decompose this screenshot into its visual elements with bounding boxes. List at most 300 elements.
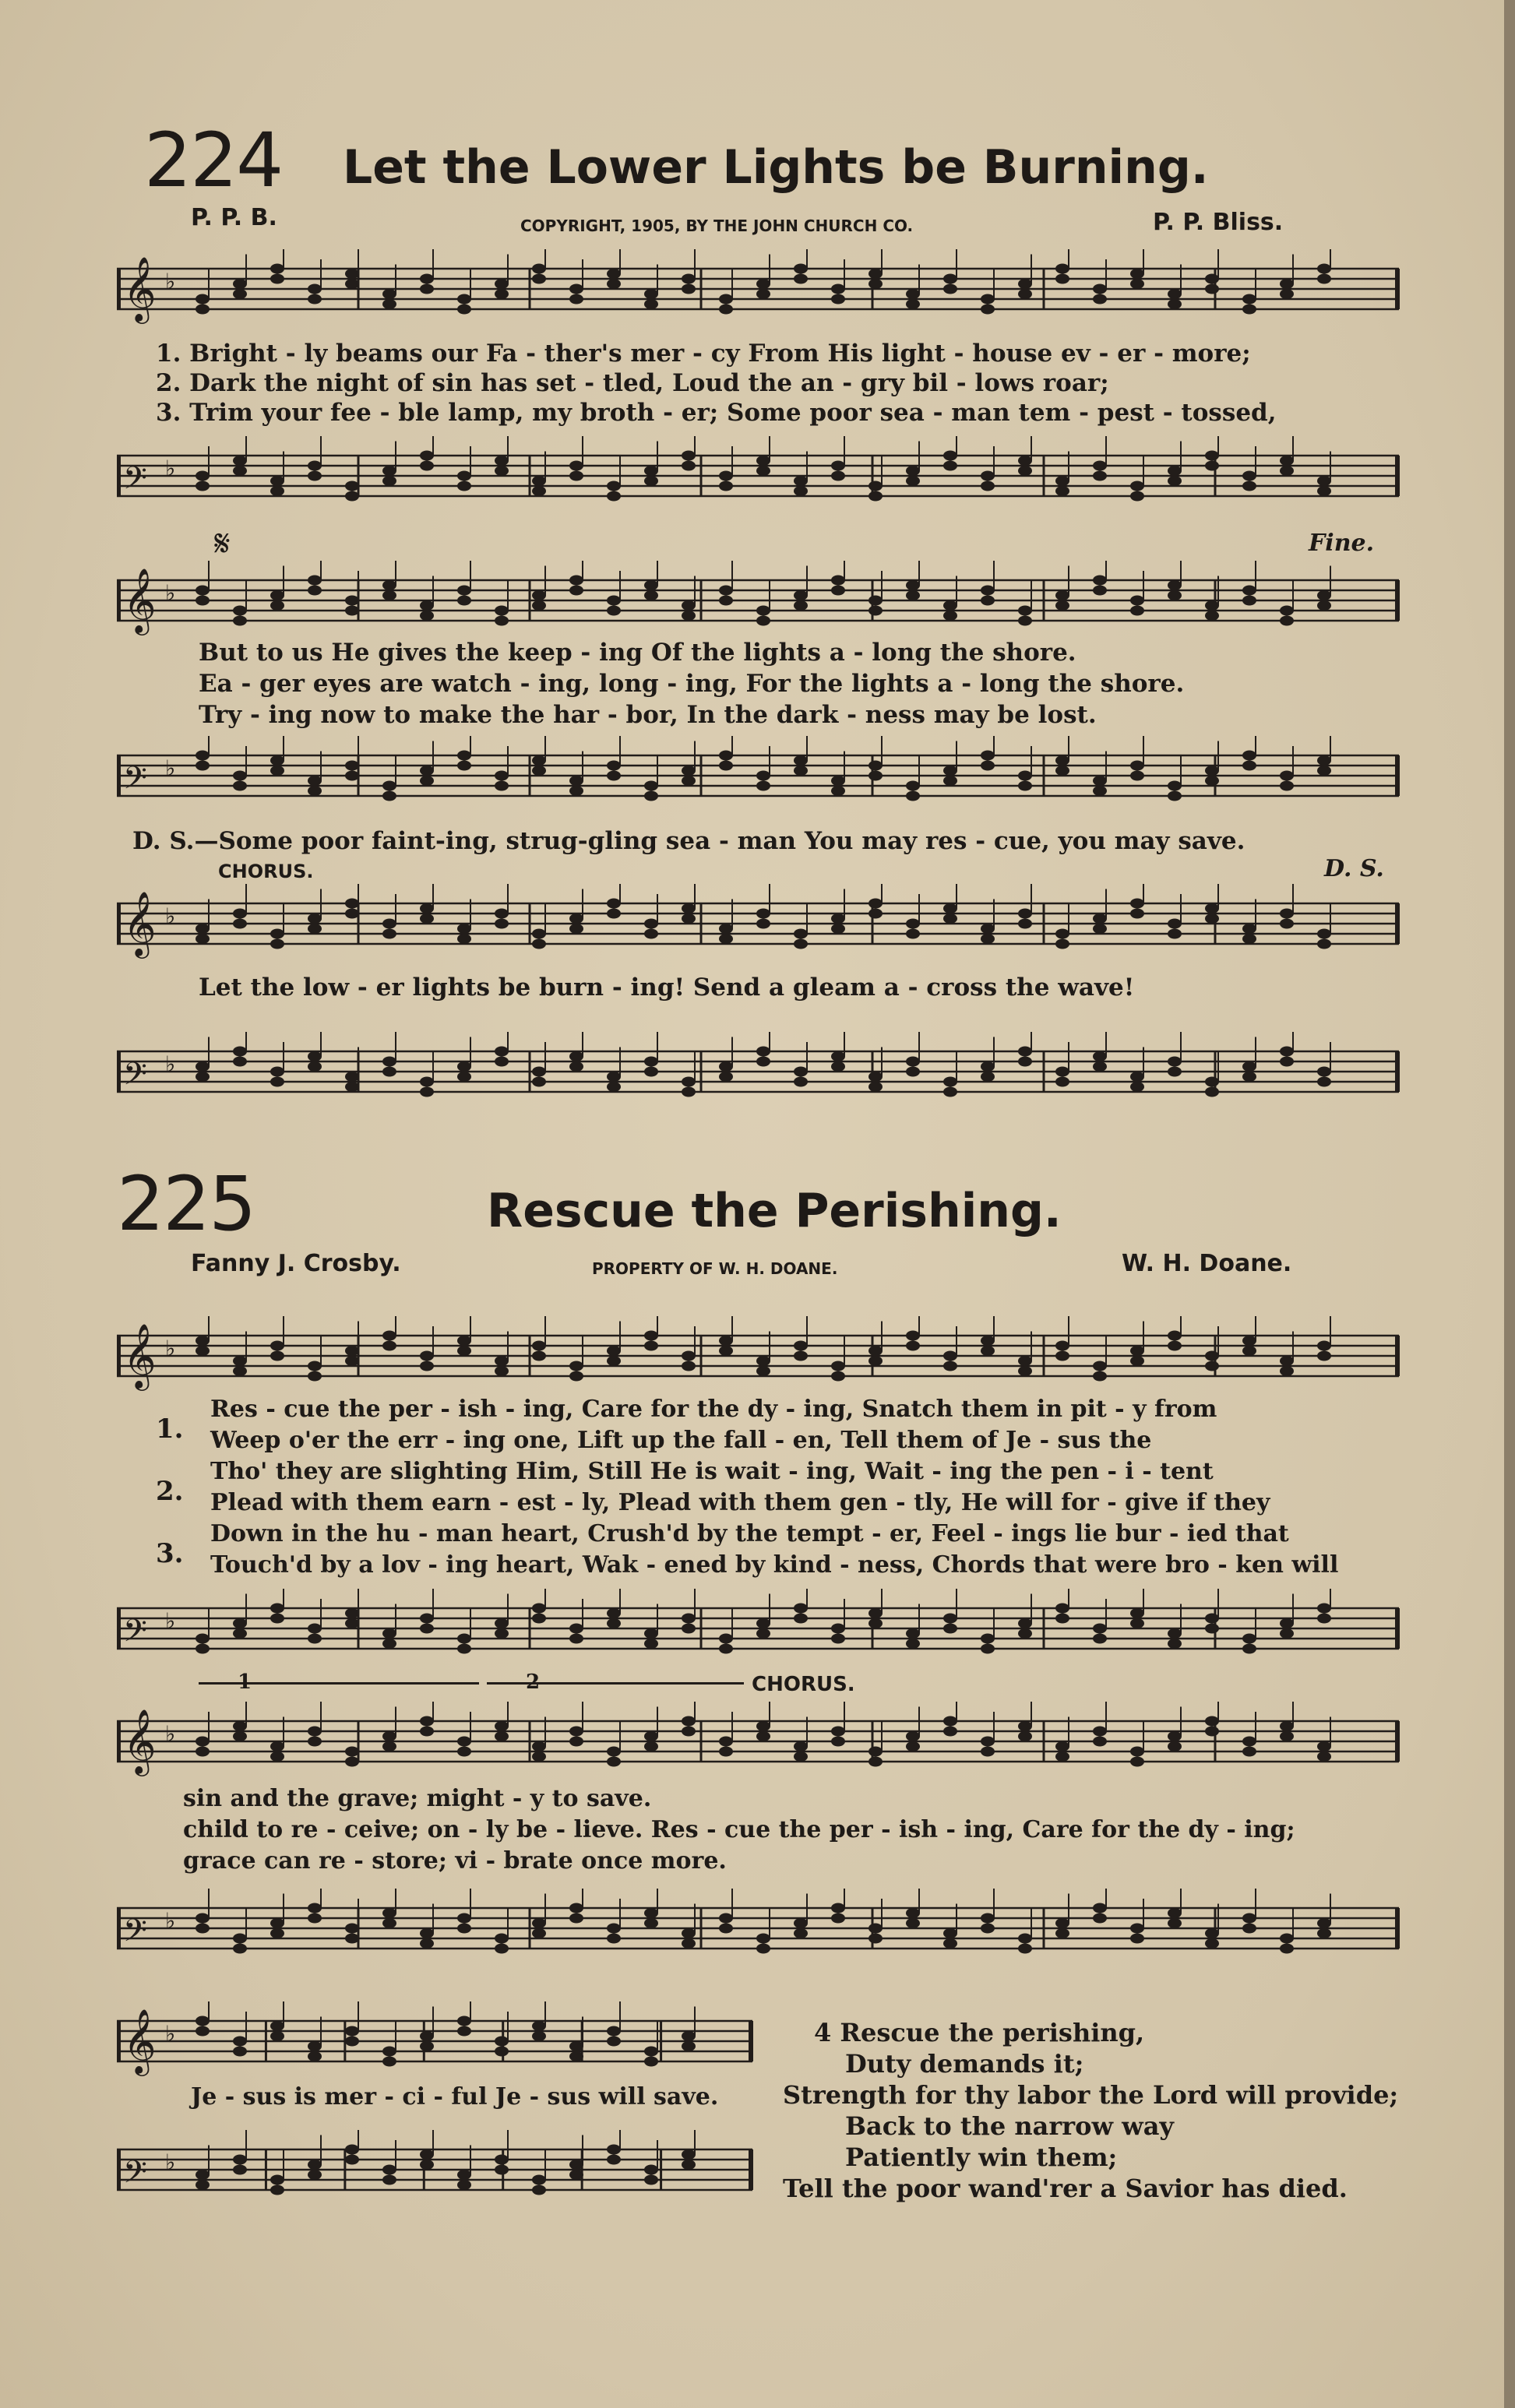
note-head [308, 2170, 322, 2180]
note-head [1055, 1604, 1069, 1614]
note-head [270, 1341, 284, 1351]
note-head [196, 586, 210, 596]
note-head [1205, 1624, 1219, 1634]
note-head [756, 771, 770, 781]
note-head [607, 1757, 621, 1767]
note-head [495, 2047, 509, 2057]
note-head [756, 616, 770, 626]
note-head [1093, 786, 1107, 796]
note-head [644, 1057, 658, 1067]
note-head [719, 481, 733, 491]
note-head [794, 1928, 808, 1938]
note-head [1055, 476, 1069, 486]
note-head [270, 1928, 284, 1938]
note-head [1280, 1721, 1294, 1731]
note-head [420, 1716, 434, 1727]
note-head [1242, 761, 1256, 771]
note-head [719, 596, 733, 606]
note-head [382, 1331, 396, 1341]
note-head [1280, 1628, 1294, 1639]
note-head [682, 2160, 696, 2170]
note-head [1317, 274, 1331, 284]
note-head [1130, 1924, 1144, 1934]
note-head [906, 476, 920, 486]
note-head [569, 786, 583, 796]
note-head [1093, 576, 1107, 586]
note-head [831, 576, 845, 586]
note-head [569, 1634, 583, 1644]
note-head [420, 451, 434, 461]
note-head [308, 924, 322, 934]
note-head [382, 1628, 396, 1639]
copyright-224: COPYRIGHT, 1905, BY THE JOHN CHURCH CO. [520, 217, 914, 235]
note-head [1168, 299, 1182, 309]
note-head [1093, 1913, 1107, 1924]
note-head [532, 1067, 546, 1077]
note-head [682, 1624, 696, 1634]
composer-224: P. P. Bliss. [1153, 209, 1284, 236]
note-head [1130, 269, 1144, 279]
note-head [831, 1903, 845, 1913]
note-head [270, 600, 284, 611]
note-head [1242, 596, 1256, 606]
note-head [345, 2145, 359, 2155]
note-head [1093, 586, 1107, 596]
note-head [1093, 1361, 1107, 1371]
note-head [644, 580, 658, 590]
note-head [382, 1908, 396, 1918]
note-head [682, 1938, 696, 1949]
staff-224-s3-bass [117, 1032, 1402, 1118]
note-head [569, 1361, 583, 1371]
note-head [233, 466, 247, 476]
note-head [196, 924, 210, 934]
note-head [457, 1644, 471, 1654]
note-head [457, 2026, 471, 2037]
verse-4-line: Strength for thy labor the Lord will provide; [783, 2080, 1399, 2110]
note-head [1055, 1341, 1069, 1351]
note-head [831, 1051, 845, 1061]
note-head [233, 1057, 247, 1067]
note-head [495, 606, 509, 616]
note-head [196, 596, 210, 606]
lyric-line: 3. Trim your fee - ble lamp, my broth - er; Some poor sea - man tem - pest - tossed, [156, 399, 1277, 427]
note-head [270, 476, 284, 486]
lyric-line: Tho' they are slighting Him, Still He is wait - ing, Wait - ing the pen - i - tent [210, 1458, 1214, 1485]
note-head [270, 2021, 284, 2031]
note-head [943, 1928, 957, 1938]
note-head [794, 1918, 808, 1928]
note-head [196, 294, 210, 305]
note-head [569, 1727, 583, 1737]
note-head [569, 2170, 583, 2180]
bass-clef-icon: 𝄢 [123, 2154, 147, 2198]
note-head [1168, 929, 1182, 939]
verse-4-line: Patiently win them; [845, 2142, 1118, 2172]
note-head [1093, 1737, 1107, 1747]
lyric-line: Res - cue the per - ish - ing, Care for the dy - ing, Snatch them in pit - y from [210, 1396, 1217, 1423]
note-head [1205, 1351, 1219, 1361]
note-head [270, 1741, 284, 1751]
note-head [1093, 461, 1107, 471]
lyricist-224: P. P. B. [191, 204, 277, 231]
note-head [233, 909, 247, 919]
note-head [644, 1731, 658, 1741]
note-head [1055, 939, 1069, 949]
note-head [682, 2149, 696, 2160]
note-head [457, 1747, 471, 1757]
note-head [1242, 305, 1256, 315]
note-head [196, 1336, 210, 1346]
note-head [906, 1341, 920, 1351]
note-head [1168, 1908, 1182, 1918]
treble-clef-icon: 𝄞 [123, 255, 157, 321]
note-head [1018, 606, 1032, 616]
note-head [345, 279, 359, 289]
segno-icon: 𝄋 [214, 522, 231, 565]
note-head [1093, 1727, 1107, 1737]
note-head [308, 1903, 322, 1913]
staff-224-s1-treble [117, 249, 1402, 335]
note-head [756, 289, 770, 299]
note-head [1205, 1361, 1219, 1371]
note-head [270, 766, 284, 776]
note-head [1317, 1067, 1331, 1077]
note-head [1130, 1757, 1144, 1767]
note-head [1093, 1061, 1107, 1072]
note-head [1242, 1747, 1256, 1757]
note-head [457, 934, 471, 944]
note-head [868, 1924, 883, 1934]
note-head [719, 934, 733, 944]
note-head [1317, 1751, 1331, 1762]
note-head [1280, 1356, 1294, 1366]
note-head [1205, 611, 1219, 621]
note-head [495, 279, 509, 289]
note-head [831, 924, 845, 934]
note-head [1317, 755, 1331, 766]
note-head [382, 299, 396, 309]
note-head [756, 919, 770, 929]
note-head [233, 606, 247, 616]
note-head [1242, 924, 1256, 934]
note-head [644, 1918, 658, 1928]
note-head [382, 580, 396, 590]
note-head [943, 1087, 957, 1097]
note-head [457, 1924, 471, 1934]
note-head [1018, 1944, 1032, 1954]
note-head [943, 1716, 957, 1727]
note-head [1205, 1727, 1219, 1737]
note-head [1130, 761, 1144, 771]
note-head [420, 2031, 434, 2041]
note-head [682, 1727, 696, 1737]
note-head [270, 2031, 284, 2041]
note-head [495, 781, 509, 791]
note-head [644, 2175, 658, 2185]
note-head [868, 761, 883, 771]
note-head [607, 1072, 621, 1082]
note-head [868, 1346, 883, 1356]
note-head [196, 1924, 210, 1934]
note-head [682, 274, 696, 284]
note-head [756, 1628, 770, 1639]
note-head [1205, 914, 1219, 924]
note-head [906, 289, 920, 299]
note-head [1205, 1077, 1219, 1087]
note-head [1280, 781, 1294, 791]
note-head [831, 1371, 845, 1382]
note-head [607, 1618, 621, 1628]
note-head [1317, 1741, 1331, 1751]
ds-marking: D. S. [1324, 855, 1384, 882]
note-head [981, 1737, 995, 1747]
note-head [345, 1082, 359, 1092]
note-head [1055, 600, 1069, 611]
note-head [308, 1737, 322, 1747]
note-head [943, 611, 957, 621]
note-head [1168, 1341, 1182, 1351]
note-head [756, 909, 770, 919]
note-head [906, 1639, 920, 1649]
note-head [532, 1741, 546, 1751]
note-head [308, 461, 322, 471]
note-head [308, 786, 322, 796]
note-head [270, 929, 284, 939]
bass-clef-icon: 𝄢 [123, 760, 147, 804]
flat-icon: ♭ [165, 2149, 176, 2175]
note-head [607, 909, 621, 919]
lyric-line: 2. Dark the night of sin has set - tled, Loud the an - gry bil - lows roar; [156, 369, 1109, 397]
note-head [756, 466, 770, 476]
note-head [569, 776, 583, 786]
note-head [233, 1628, 247, 1639]
note-head [457, 761, 471, 771]
note-head [1055, 1751, 1069, 1762]
note-head [270, 755, 284, 766]
note-head [906, 1057, 920, 1067]
note-head [607, 771, 621, 781]
note-head [1280, 606, 1294, 616]
verse-number: 1. [156, 1413, 184, 1445]
note-head [1168, 1628, 1182, 1639]
note-head [1168, 1331, 1182, 1341]
note-head [1205, 1716, 1219, 1727]
note-head [868, 596, 883, 606]
note-head [868, 1747, 883, 1757]
note-head [1055, 929, 1069, 939]
note-head [532, 1614, 546, 1624]
note-head [420, 1614, 434, 1624]
note-head [345, 771, 359, 781]
note-head [308, 576, 322, 586]
note-head [1130, 1356, 1144, 1366]
note-head [1242, 1924, 1256, 1934]
note-head [1168, 476, 1182, 486]
note-head [532, 264, 546, 274]
note-head [569, 2160, 583, 2170]
note-head [233, 279, 247, 289]
note-head [569, 471, 583, 481]
note-head [1093, 284, 1107, 294]
note-head [308, 2051, 322, 2061]
note-head [308, 1624, 322, 1634]
note-head [794, 1341, 808, 1351]
note-head [569, 586, 583, 596]
note-head [943, 1938, 957, 1949]
note-head [345, 1618, 359, 1628]
note-head [607, 2037, 621, 2047]
note-head [1205, 766, 1219, 776]
note-head [382, 2047, 396, 2057]
note-head [831, 1634, 845, 1644]
note-head [1280, 909, 1294, 919]
note-head [532, 755, 546, 766]
note-head [420, 903, 434, 914]
note-head [420, 1351, 434, 1361]
note-head [906, 580, 920, 590]
note-head [868, 491, 883, 502]
note-head [233, 1731, 247, 1741]
note-head [644, 1741, 658, 1751]
note-head [719, 1061, 733, 1072]
note-head [308, 284, 322, 294]
note-head [644, 1628, 658, 1639]
note-head [382, 289, 396, 299]
note-head [457, 751, 471, 761]
note-head [270, 274, 284, 284]
note-head [270, 1614, 284, 1624]
note-head [1242, 1737, 1256, 1747]
note-head [1168, 590, 1182, 600]
note-head [345, 1356, 359, 1366]
note-head [308, 1727, 322, 1737]
note-head [682, 1614, 696, 1624]
note-head [532, 929, 546, 939]
note-head [308, 1913, 322, 1924]
note-head [1242, 586, 1256, 596]
verse-4-line: Tell the poor wand'rer a Savior has died. [783, 2174, 1348, 2203]
note-head [345, 909, 359, 919]
note-head [607, 2155, 621, 2165]
lyric-line: But to us He gives the keep - ing Of the lights a - long the shore. [199, 639, 1076, 667]
note-head [831, 1737, 845, 1747]
treble-clef-icon: 𝄞 [123, 1708, 157, 1773]
note-head [457, 2170, 471, 2180]
note-head [719, 471, 733, 481]
note-head [756, 1944, 770, 1954]
hymn-title-225: Rescue the Perishing. [487, 1184, 1062, 1238]
note-head [1018, 289, 1032, 299]
flat-icon: ♭ [165, 456, 176, 481]
note-head [794, 476, 808, 486]
note-head [981, 294, 995, 305]
note-head [1242, 294, 1256, 305]
note-head [981, 481, 995, 491]
note-head [644, 929, 658, 939]
note-head [607, 2026, 621, 2037]
note-head [756, 1618, 770, 1628]
note-head [233, 1944, 247, 1954]
note-head [682, 451, 696, 461]
note-head [719, 1346, 733, 1356]
note-head [607, 761, 621, 771]
note-head [569, 1371, 583, 1382]
note-head [196, 305, 210, 315]
note-head [831, 294, 845, 305]
note-head [794, 1751, 808, 1762]
note-head [308, 776, 322, 786]
note-head [382, 1341, 396, 1351]
first-ending-number: 1 [238, 1670, 252, 1694]
note-head [382, 1741, 396, 1751]
note-head [1280, 1934, 1294, 1944]
note-head [644, 781, 658, 791]
note-head [1130, 279, 1144, 289]
note-head [233, 1721, 247, 1731]
note-head [420, 1077, 434, 1087]
note-head [981, 1644, 995, 1654]
note-head [1055, 1741, 1069, 1751]
staff-225-s3-bass [117, 2130, 756, 2216]
note-head [233, 2037, 247, 2047]
note-head [607, 481, 621, 491]
note-head [382, 781, 396, 791]
note-head [868, 279, 883, 289]
note-head [382, 590, 396, 600]
note-head [1130, 1934, 1144, 1944]
note-head [1205, 1928, 1219, 1938]
note-head [1242, 934, 1256, 944]
note-head [644, 1067, 658, 1077]
lyrics-224-s1 [156, 339, 1277, 428]
treble-clef-icon: 𝄞 [123, 1322, 157, 1388]
note-head [457, 586, 471, 596]
note-head [495, 2155, 509, 2165]
note-head [682, 903, 696, 914]
note-head [1317, 476, 1331, 486]
note-head [756, 1057, 770, 1067]
note-head [420, 284, 434, 294]
flat-icon: ♭ [165, 1336, 176, 1361]
note-head [644, 2047, 658, 2057]
note-head [495, 1731, 509, 1741]
note-head [1018, 1047, 1032, 1057]
note-head [981, 1924, 995, 1934]
verse-4-line: Duty demands it; [845, 2049, 1084, 2079]
note-head [906, 1067, 920, 1077]
note-head [1018, 1721, 1032, 1731]
note-head [569, 294, 583, 305]
staff-225-s1-treble [117, 1316, 1402, 1402]
note-head [532, 766, 546, 776]
note-head [1205, 461, 1219, 471]
note-head [569, 461, 583, 471]
note-head [532, 2021, 546, 2031]
hymn-number-225: 225 [117, 1160, 255, 1248]
note-head [943, 1624, 957, 1634]
note-head [382, 1639, 396, 1649]
note-head [1205, 903, 1219, 914]
note-head [1242, 1072, 1256, 1082]
note-head [719, 761, 733, 771]
note-head [719, 1913, 733, 1924]
note-head [868, 1618, 883, 1628]
note-head [1168, 781, 1182, 791]
note-head [1280, 466, 1294, 476]
note-head [457, 471, 471, 481]
note-head [1168, 1057, 1182, 1067]
